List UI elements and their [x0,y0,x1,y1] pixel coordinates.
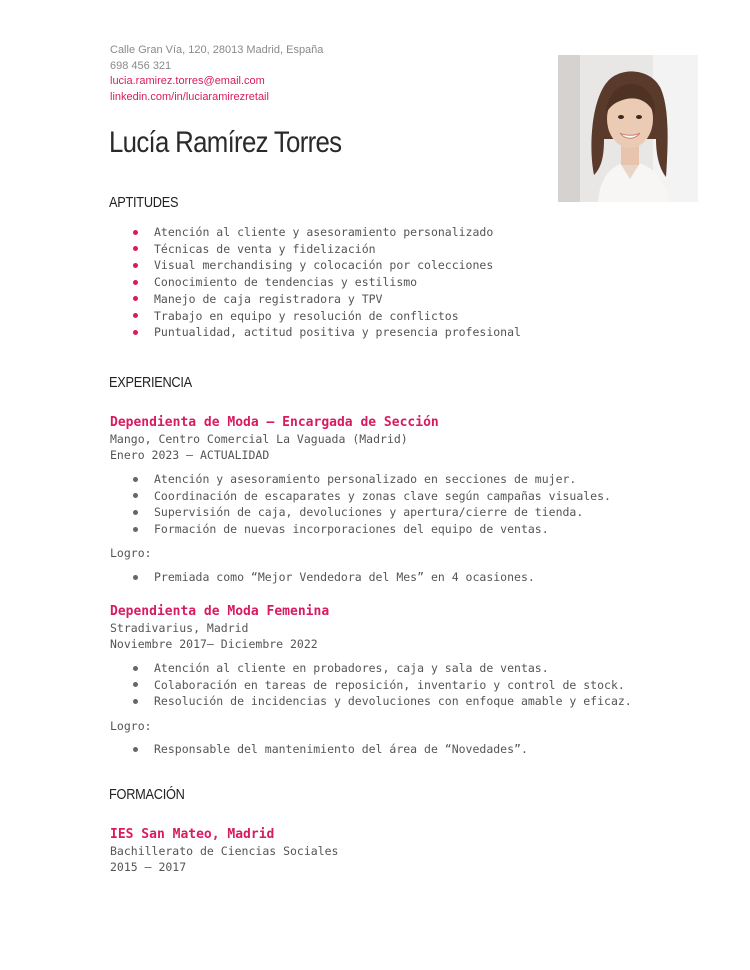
skill-item: Visual merchandising y colocación por colecciones [132,257,521,274]
job-dates: Noviembre 2017– Diciembre 2022 [110,637,318,651]
job-task-item: Colaboración en tareas de reposición, inventario y control de stock. [132,677,632,694]
achievement-item: Premiada como “Mejor Vendedora del Mes” en 4 ocasiones. [132,569,535,586]
profile-photo-illustration [558,55,698,202]
contact-phone: 698 456 321 [110,59,172,72]
skill-item: Técnicas de venta y fidelización [132,241,521,258]
education-dates: 2015 – 2017 [110,860,187,874]
job-task-item: Supervisión de caja, devoluciones y apertura/cierre de tienda. [132,504,611,521]
achievement-label: Logro: [110,546,152,560]
achievement-item: Responsable del mantenimiento del área de “Novedades”. [132,741,528,758]
job-tasks-list [132,660,632,710]
skill-item: Conocimiento de tendencias y estilismo [132,274,521,291]
contact-block [110,43,323,105]
skill-item: Atención al cliente y asesoramiento personalizado [132,224,521,241]
contact-email-link[interactable]: lucia.ramirez.torres@email.com [110,75,265,87]
achievements-list [132,741,528,758]
skills-heading: APTITUDES [109,195,179,211]
job-company: Mango, Centro Comercial La Vaguada (Madrid) [110,432,408,446]
job-company: Stradivarius, Madrid [110,621,249,635]
job-title: Dependienta de Moda – Encargada de Sección [110,415,439,430]
candidate-name: Lucía Ramírez Torres [109,126,342,159]
achievement-label: Logro: [110,719,152,733]
job-title: Dependienta de Moda Femenina [110,604,330,619]
skill-item: Manejo de caja registradora y TPV [132,291,521,308]
job-task-item: Resolución de incidencias y devoluciones con enfoque amable y eficaz. [132,693,632,710]
job-tasks-list [132,471,611,538]
contact-linkedin-link[interactable]: linkedin.com/in/luciaramirezretail [110,90,269,103]
education-school: IES San Mateo, Madrid [110,827,275,842]
job-dates: Enero 2023 – ACTUALIDAD [110,448,270,462]
job-task-item: Coordinación de escaparates y zonas clave según campañas visuales. [132,488,611,505]
achievements-list [132,569,535,586]
experience-heading: EXPERIENCIA [109,375,192,391]
skill-item: Trabajo en equipo y resolución de conflictos [132,308,521,325]
profile-photo [558,55,698,202]
skill-item: Puntualidad, actitud positiva y presencia profesional [132,324,521,341]
job-task-item: Atención y asesoramiento personalizado en secciones de mujer. [132,471,611,488]
education-heading: FORMACIÓN [109,787,185,803]
contact-address: Calle Gran Vía, 120, 28013 Madrid, España [110,44,324,56]
education-degree: Bachillerato de Ciencias Sociales [110,844,339,858]
job-task-item: Formación de nuevas incorporaciones del equipo de ventas. [132,521,611,538]
skills-list [132,224,521,341]
job-task-item: Atención al cliente en probadores, caja y sala de ventas. [132,660,632,677]
